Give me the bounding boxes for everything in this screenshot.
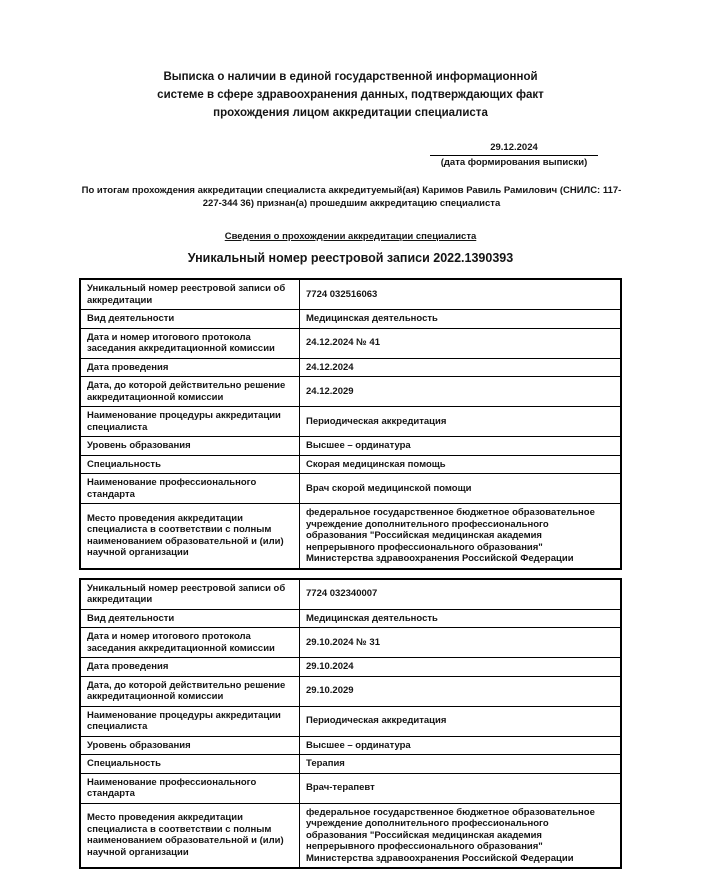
document-title: Выписка о наличии в единой государственной информационной системе в сфере здравоохранения данных, подтверждающих факт прохождения лицом аккредитации специалиста [157,71,544,119]
field-value: Медицинская деятельность [300,609,622,628]
table-row [80,328,621,358]
field-label: Дата, до которой действительно решение аккредитационной комиссии [80,377,300,407]
field-value: Периодическая аккредитация [300,706,622,736]
table-row [80,803,621,868]
field-value: 7724 032516063 [300,279,622,310]
field-value: 24.12.2024 № 41 [300,328,622,358]
field-value: Медицинская деятельность [300,310,622,329]
table-row [80,658,621,677]
field-label: Наименование процедуры аккредитации специалиста [80,706,300,736]
field-value: Скорая медицинская помощь [300,455,622,474]
field-value: федеральное государственное бюджетное образовательное учреждение дополнительного профессионального образования "Российская медицинская академия непрерывного профессионального образования" Министерства здравоохранения Российской Федерации [300,504,622,569]
table-row [80,455,621,474]
field-label: Дата и номер итогового протокола заседания аккредитационной комиссии [80,628,300,658]
accreditation-table-1 [79,278,622,570]
table-row [80,358,621,377]
table-row [80,628,621,658]
table-row [80,579,621,610]
table-row [80,437,621,456]
field-value: Периодическая аккредитация [300,407,622,437]
field-label: Уровень образования [80,736,300,755]
intro-paragraph: По итогам прохождения аккредитации специалиста аккредитуемый(ая) Каримов Равиль Рамилович (СНИЛС: 117-227-344 36) признан(а) прошедшим аккредитацию специалиста [81,185,622,209]
issue-date-caption: (дата формирования выписки) [440,157,588,168]
field-value: Врач-терапевт [300,773,622,803]
field-label: Наименование профессионального стандарта [80,773,300,803]
field-value: Врач скорой медицинской помощи [300,474,622,504]
field-value: 29.10.2024 [300,658,622,677]
field-value: 29.10.2024 № 31 [300,628,622,658]
field-label: Уровень образования [80,437,300,456]
field-label: Место проведения аккредитации специалиста в соответствии с полным наименованием образовательной и (или) научной организации [80,803,300,868]
field-label: Место проведения аккредитации специалиста в соответствии с полным наименованием образовательной и (или) научной организации [80,504,300,569]
field-label: Дата проведения [80,358,300,377]
issue-date-value: 29.12.2024 [430,142,598,156]
table-row [80,706,621,736]
table-row [80,279,621,310]
table-row [80,773,621,803]
table-row [80,377,621,407]
field-value: Высшее – ординатура [300,736,622,755]
record-number-heading: Уникальный номер реестровой записи 2022.1390393 [187,251,514,265]
issue-date-block [430,142,598,169]
field-value: 29.10.2029 [300,676,622,706]
field-label: Наименование процедуры аккредитации специалиста [80,407,300,437]
table-row [80,504,621,569]
field-value: федеральное государственное бюджетное образовательное учреждение дополнительного профессионального образования "Российская медицинская академия непрерывного профессионального образования" Министерства здравоохранения Российской Федерации [300,803,622,868]
table-row [80,755,621,774]
table-row [80,736,621,755]
field-value: Высшее – ординатура [300,437,622,456]
field-value: 24.12.2024 [300,358,622,377]
section-heading: Сведения о прохождении аккредитации специалиста [224,231,477,242]
field-label: Уникальный номер реестровой записи об аккредитации [80,279,300,310]
table-row [80,609,621,628]
table-row [80,310,621,329]
field-label: Специальность [80,455,300,474]
field-value: 24.12.2029 [300,377,622,407]
field-label: Вид деятельности [80,609,300,628]
field-label: Вид деятельности [80,310,300,329]
field-label: Специальность [80,755,300,774]
accreditation-table-2 [79,578,622,870]
field-label: Дата проведения [80,658,300,677]
field-label: Наименование профессионального стандарта [80,474,300,504]
field-value: 7724 032340007 [300,579,622,610]
table-row [80,407,621,437]
table-row [80,474,621,504]
field-label: Уникальный номер реестровой записи об аккредитации [80,579,300,610]
table-row [80,676,621,706]
field-value: Терапия [300,755,622,774]
field-label: Дата, до которой действительно решение аккредитационной комиссии [80,676,300,706]
field-label: Дата и номер итогового протокола заседания аккредитационной комиссии [80,328,300,358]
